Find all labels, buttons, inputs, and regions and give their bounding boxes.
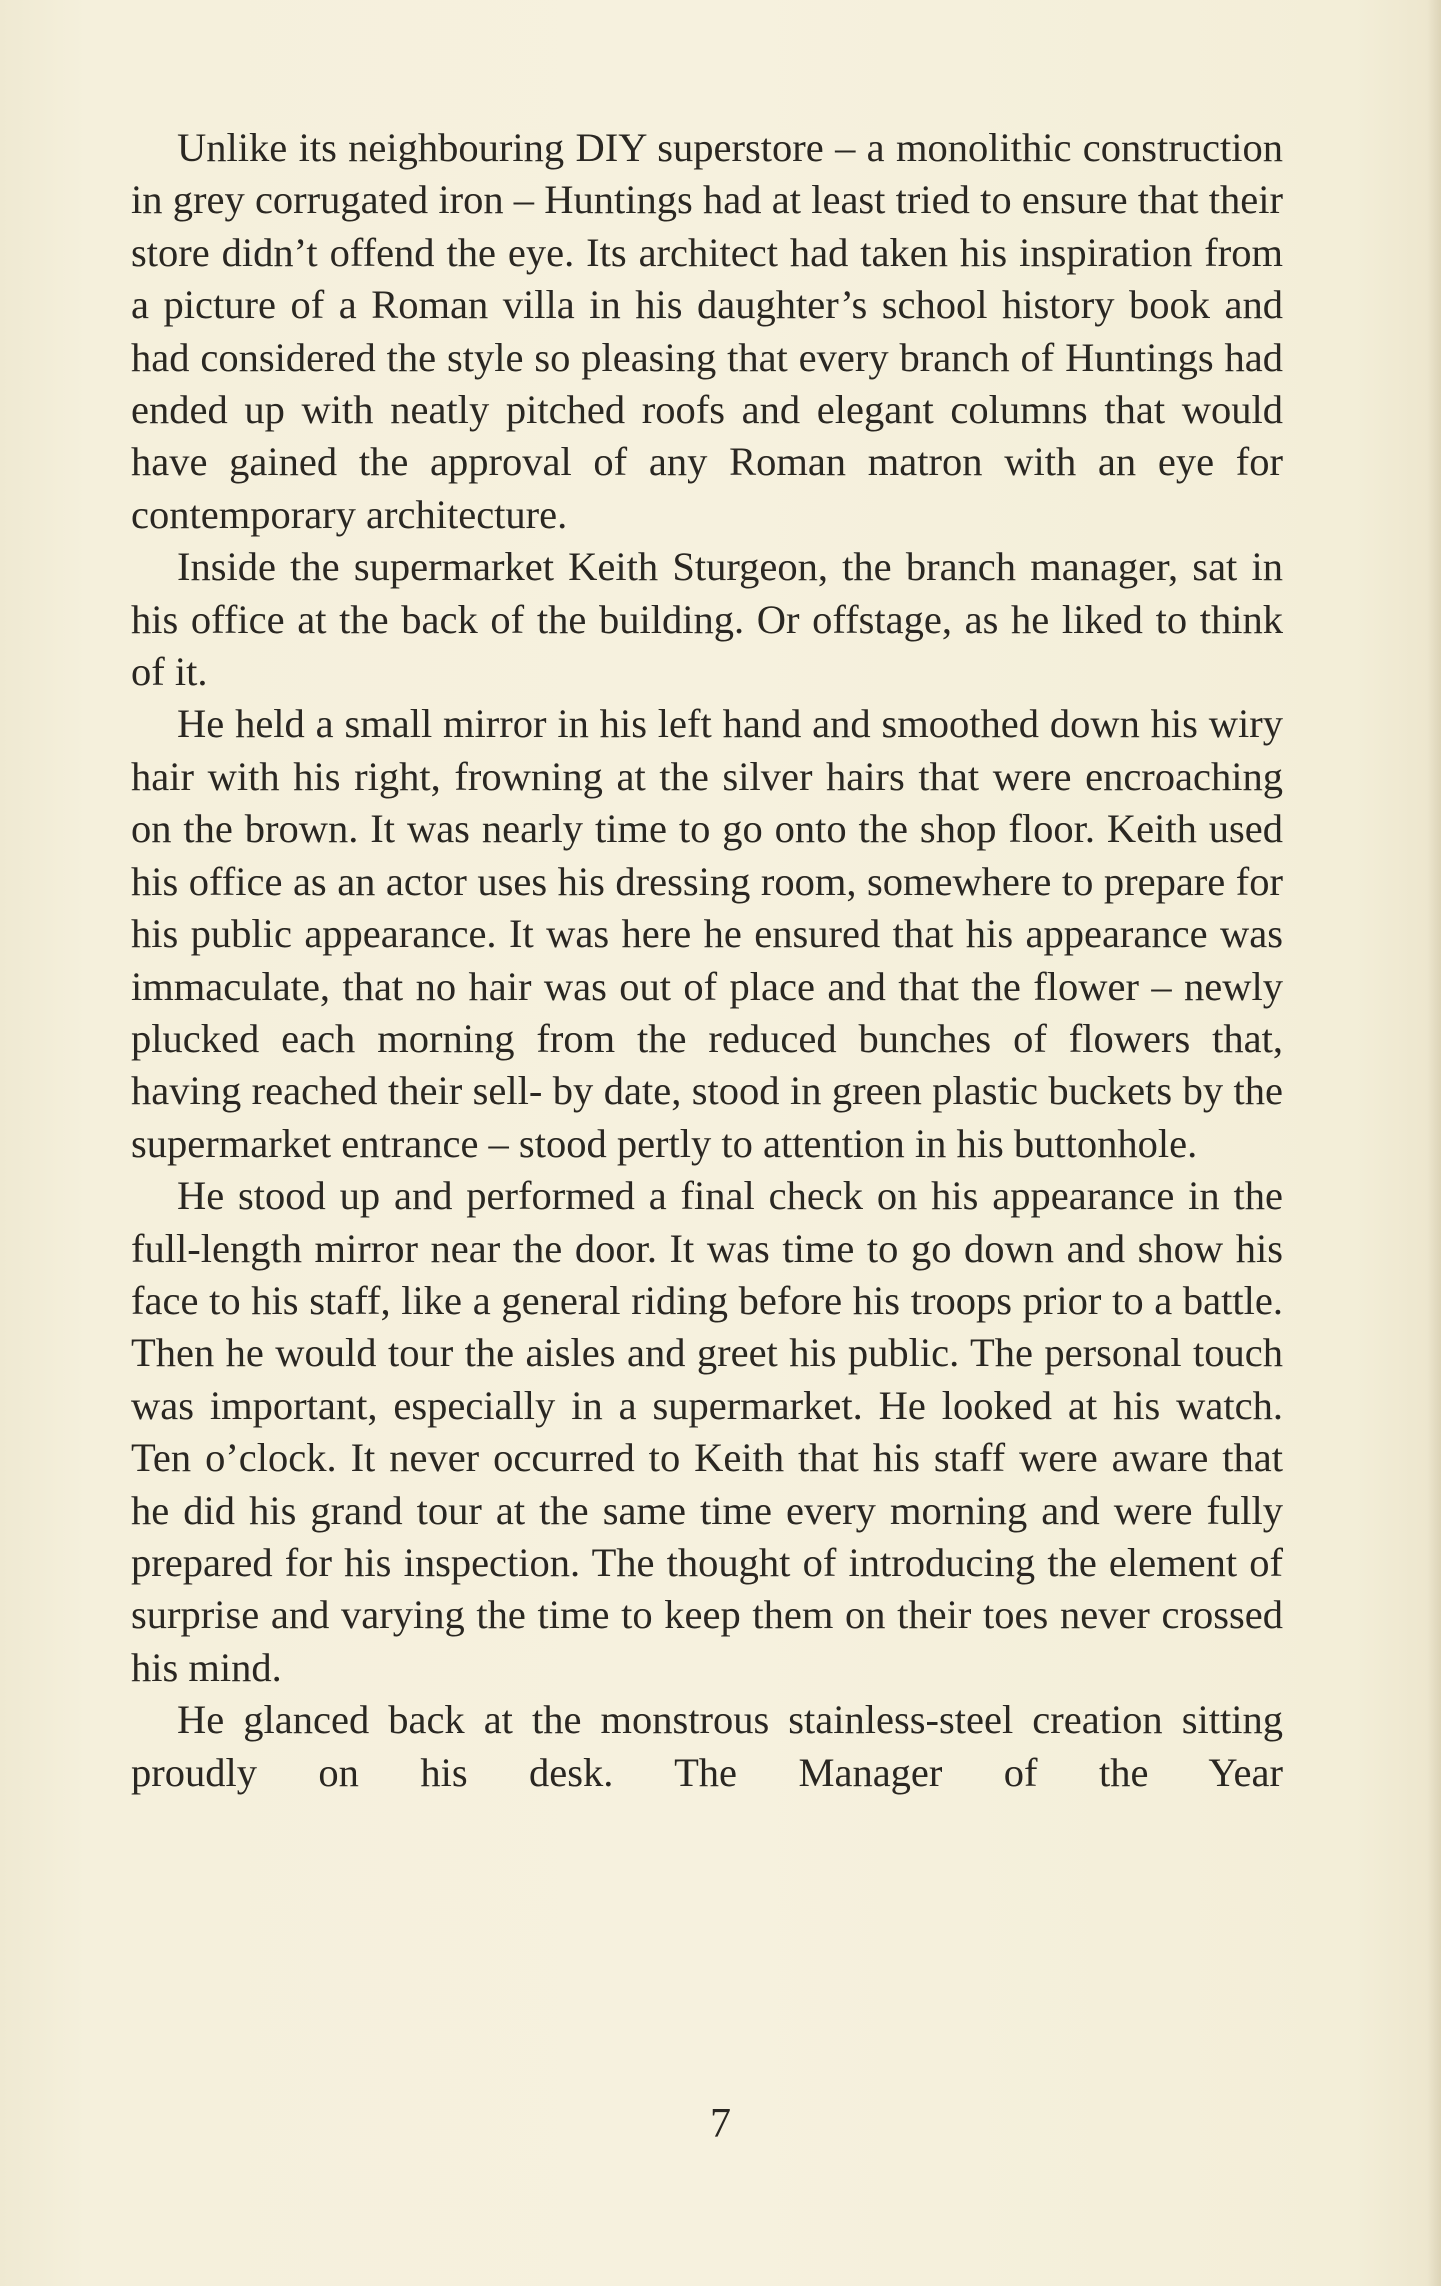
paragraph-4: He stood up and performed a final check on his appearance in the full-length mirror near the door. It was time to go down and show his face to his staff, like a general riding before his troops prior to a battle. Then he would tour the aisles and greet his public. The personal touch was important, especially in a supermarket. He looked at his watch. Ten o’clock. It never occurred to Keith that his staff were aware that he did his grand tour at the same time every morning and were fully prepared for his inspection. The thought of introducing the element of surprise and varying the time to keep them on their toes never crossed his mind. [131,1173,1283,1690]
page-edge-shadow [1427,0,1441,2286]
paragraph-2: Inside the supermarket Keith Sturgeon, the branch manager, sat in his office at the back of the building. Or offstage, as he liked to think of it. [131,544,1283,695]
body-text [131,122,1283,1799]
paragraph-1: Unlike its neighbouring DIY superstore – a monolithic construction in grey corrugated iron – Huntings had at least tried to ensure that their store didn’t offend the eye. Its architect had taken his inspiration from a picture of a Roman villa in his daughter’s school history book and had considered the style so pleasing that every branch of Huntings had ended up with neatly pitched roofs and elegant columns that would have gained the approval of any Roman matron with an eye for contemporary architecture. [131,125,1283,537]
page-number: 7 [710,2101,731,2147]
paragraph-3: He held a small mirror in his left hand and smoothed down his wiry hair with his right, frowning at the silver hairs that were encroaching on the brown. It was nearly time to go onto the shop floor. Keith used his office as an actor uses his dressing room, somewhere to prepare for his public appearance. It was here he ensured that his appearance was immaculate, that no hair was out of place and that the flower – newly plucked each morning from the reduced bunches of flowers that, having reached their sell- by date, stood in green plastic buckets by the supermarket entrance – stood pertly to attention in his buttonhole. [131,701,1283,1166]
paragraph-5: He glanced back at the monstrous stainless-steel creation sitting proudly on his desk. The Manager of the Year [131,1697,1283,1795]
